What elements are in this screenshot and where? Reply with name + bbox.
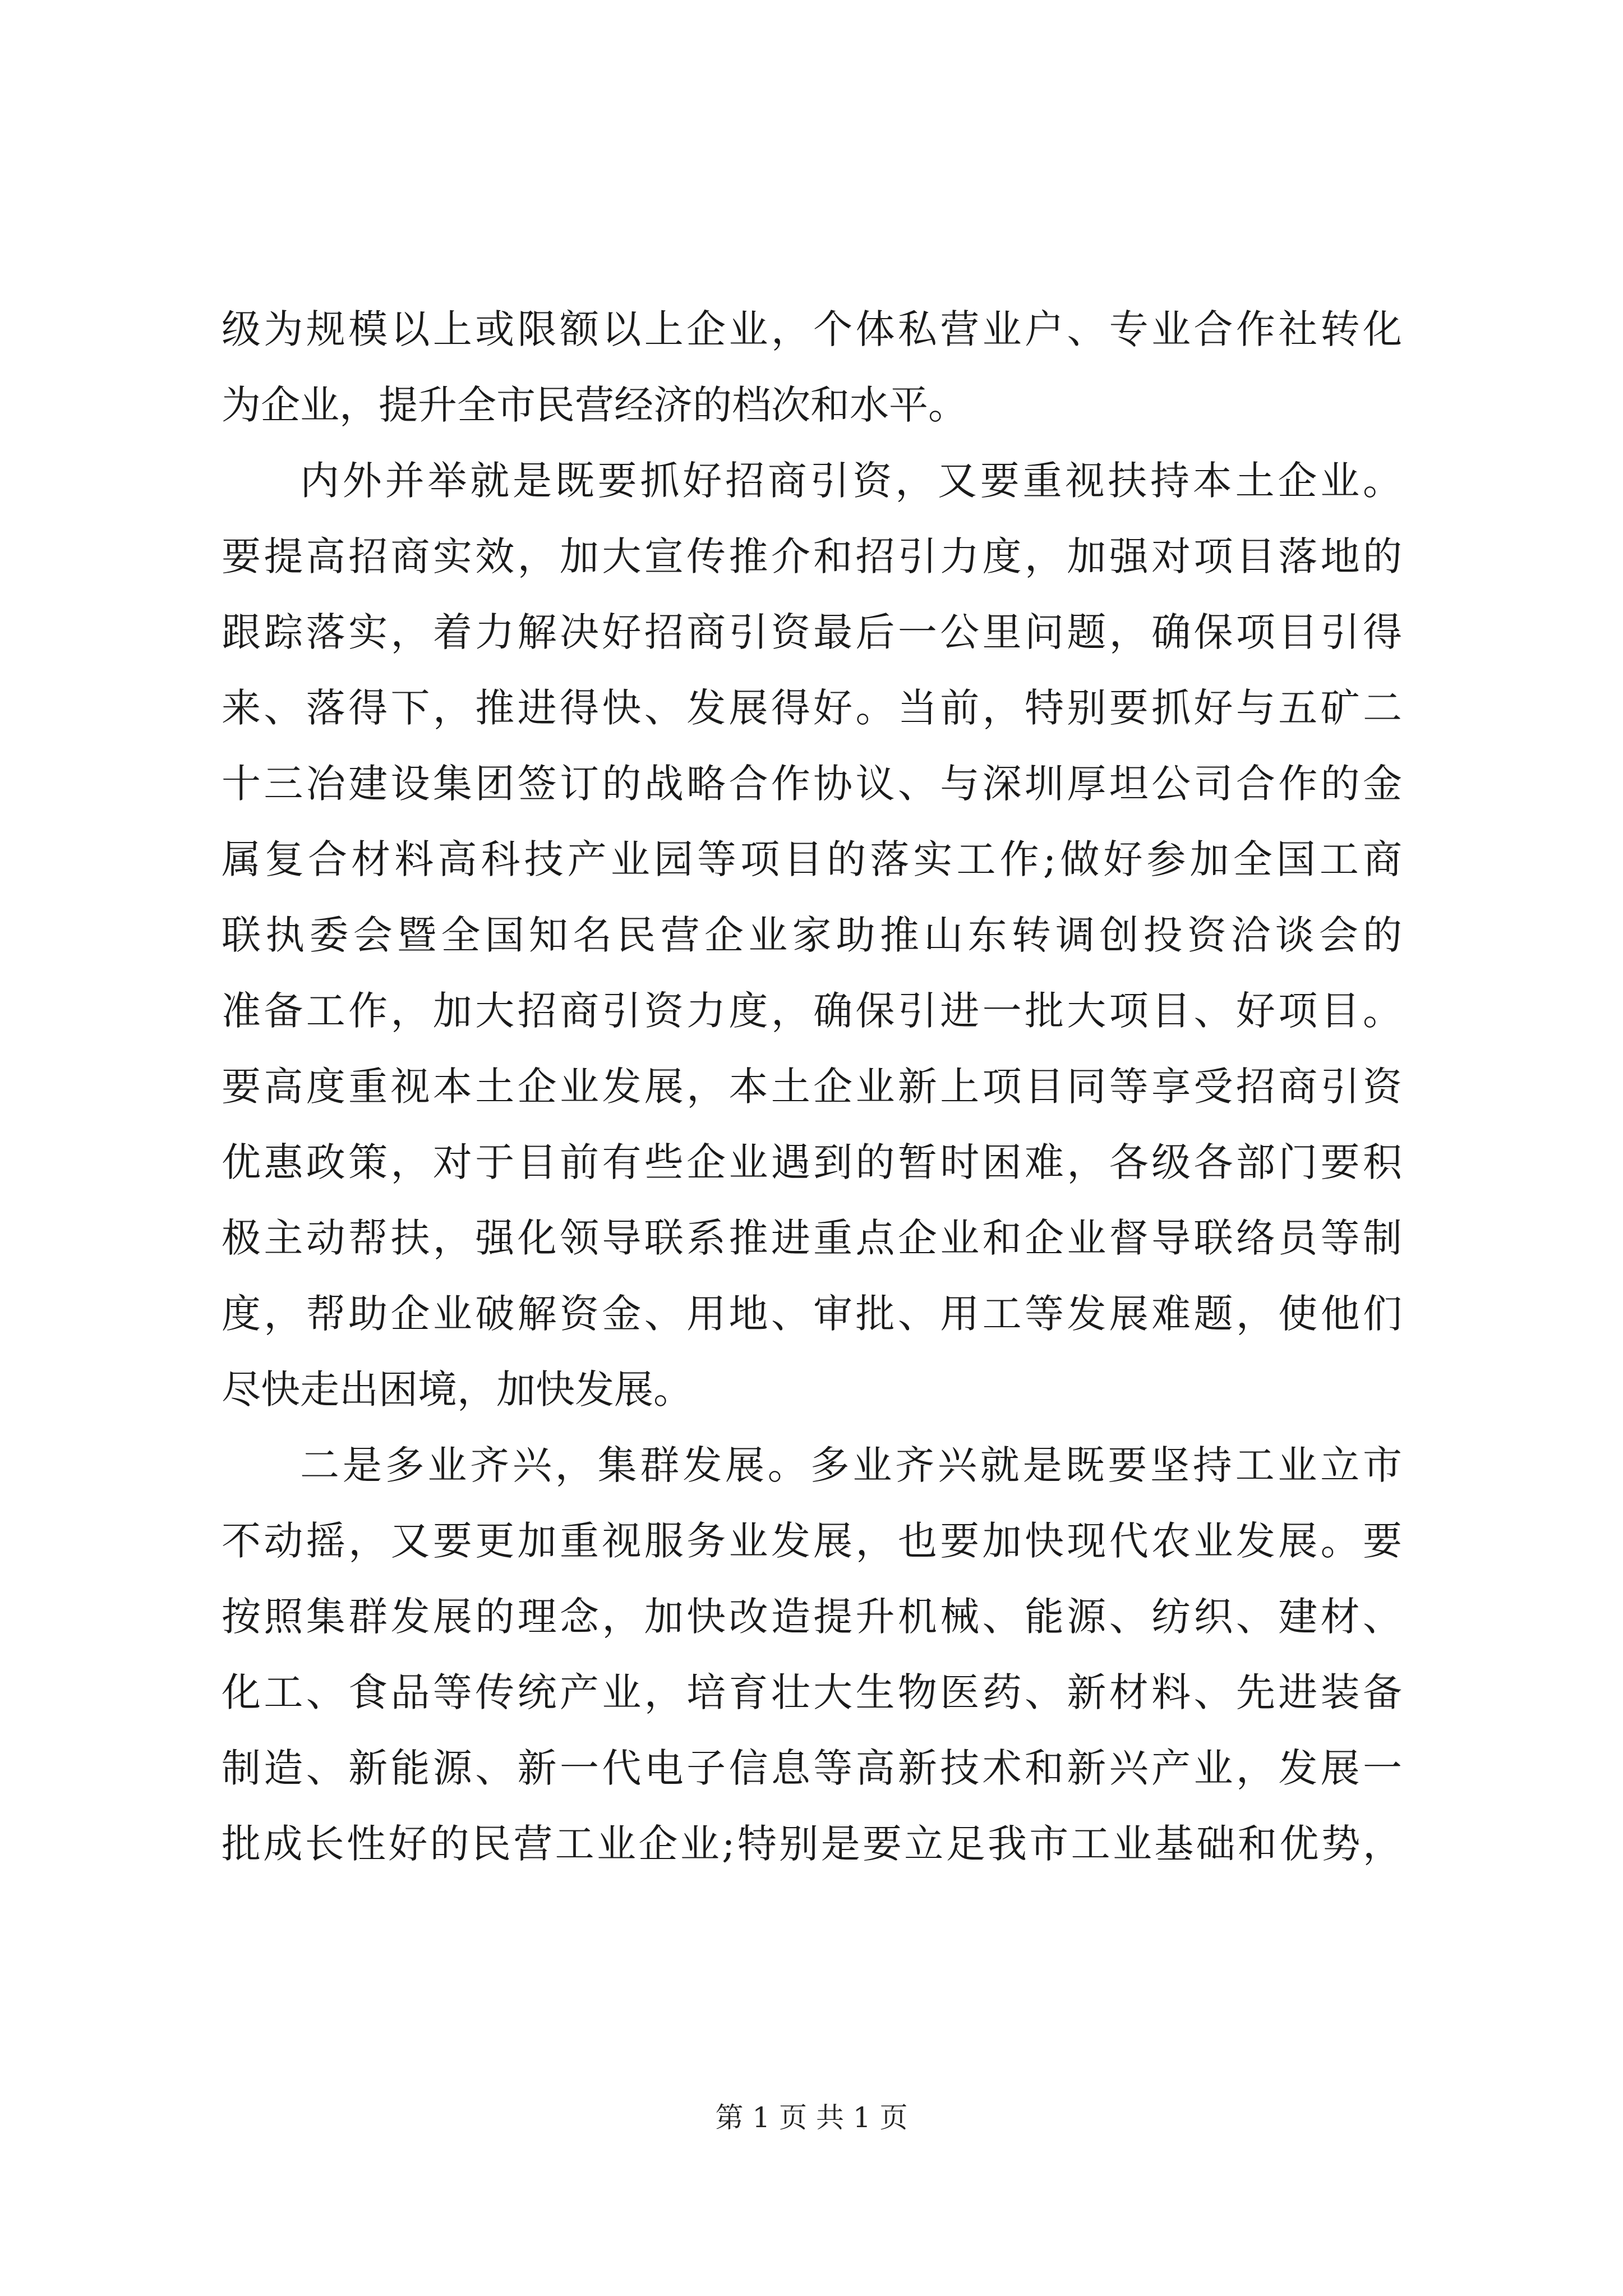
text-line: 准备工作，加大招商引资力度，确保引进一批大项目、好项目。 <box>222 988 1402 1034</box>
text-line: 按照集群发展的理念，加快改造提升机械、能源、纺织、建材、 <box>222 1594 1402 1640</box>
document-body <box>222 292 1402 1882</box>
text-line: 要高度重视本土企业发展，本土企业新上项目同等享受招商引资 <box>222 1064 1402 1110</box>
text-line: 为企业，提升全市民营经济的档次和水平。 <box>222 382 967 428</box>
page-footer: 第 1 页 共 1 页 <box>715 2101 908 2134</box>
text-line: 级为规模以上或限额以上企业，个体私营业户、专业合作社转化 <box>222 306 1402 352</box>
text-line: 要提高招商实效，加大宣传推介和招引力度，加强对项目落地的 <box>222 533 1402 579</box>
text-line: 尽快走出困境，加快发展。 <box>222 1366 693 1412</box>
text-line: 制造、新能源、新一代电子信息等高新技术和新兴产业，发展一 <box>222 1745 1402 1791</box>
text-line: 化工、食品等传统产业，培育壮大生物医药、新材料、先进装备 <box>222 1669 1402 1715</box>
text-line: 度，帮助企业破解资金、用地、审批、用工等发展难题，使他们 <box>222 1291 1402 1337</box>
text-line: 内外并举就是既要抓好招商引资，又要重视扶持本土企业。 <box>300 458 1402 504</box>
text-line: 不动摇，又要更加重视服务业发展，也要加快现代农业发展。要 <box>222 1518 1402 1564</box>
text-line: 来、落得下，推进得快、发展得好。当前，特别要抓好与五矿二 <box>222 685 1402 731</box>
text-line: 优惠政策，对于目前有些企业遇到的暂时困难，各级各部门要积 <box>222 1139 1402 1185</box>
text-line: 十三冶建设集团签订的战略合作协议、与深圳厚坦公司合作的金 <box>222 761 1402 807</box>
text-line: 属复合材料高科技产业园等项目的落实工作;做好参加全国工商 <box>222 836 1402 882</box>
text-line: 联执委会暨全国知名民营企业家助推山东转调创投资洽谈会的 <box>222 912 1402 958</box>
text-line: 跟踪落实，着力解决好招商引资最后一公里问题，确保项目引得 <box>222 609 1402 655</box>
text-line: 二是多业齐兴，集群发展。多业齐兴就是既要坚持工业立市 <box>300 1442 1402 1488</box>
text-line: 批成长性好的民营工业企业;特别是要立足我市工业基础和优势， <box>222 1821 1402 1867</box>
text-line: 极主动帮扶，强化领导联系推进重点企业和企业督导联络员等制 <box>222 1215 1402 1261</box>
